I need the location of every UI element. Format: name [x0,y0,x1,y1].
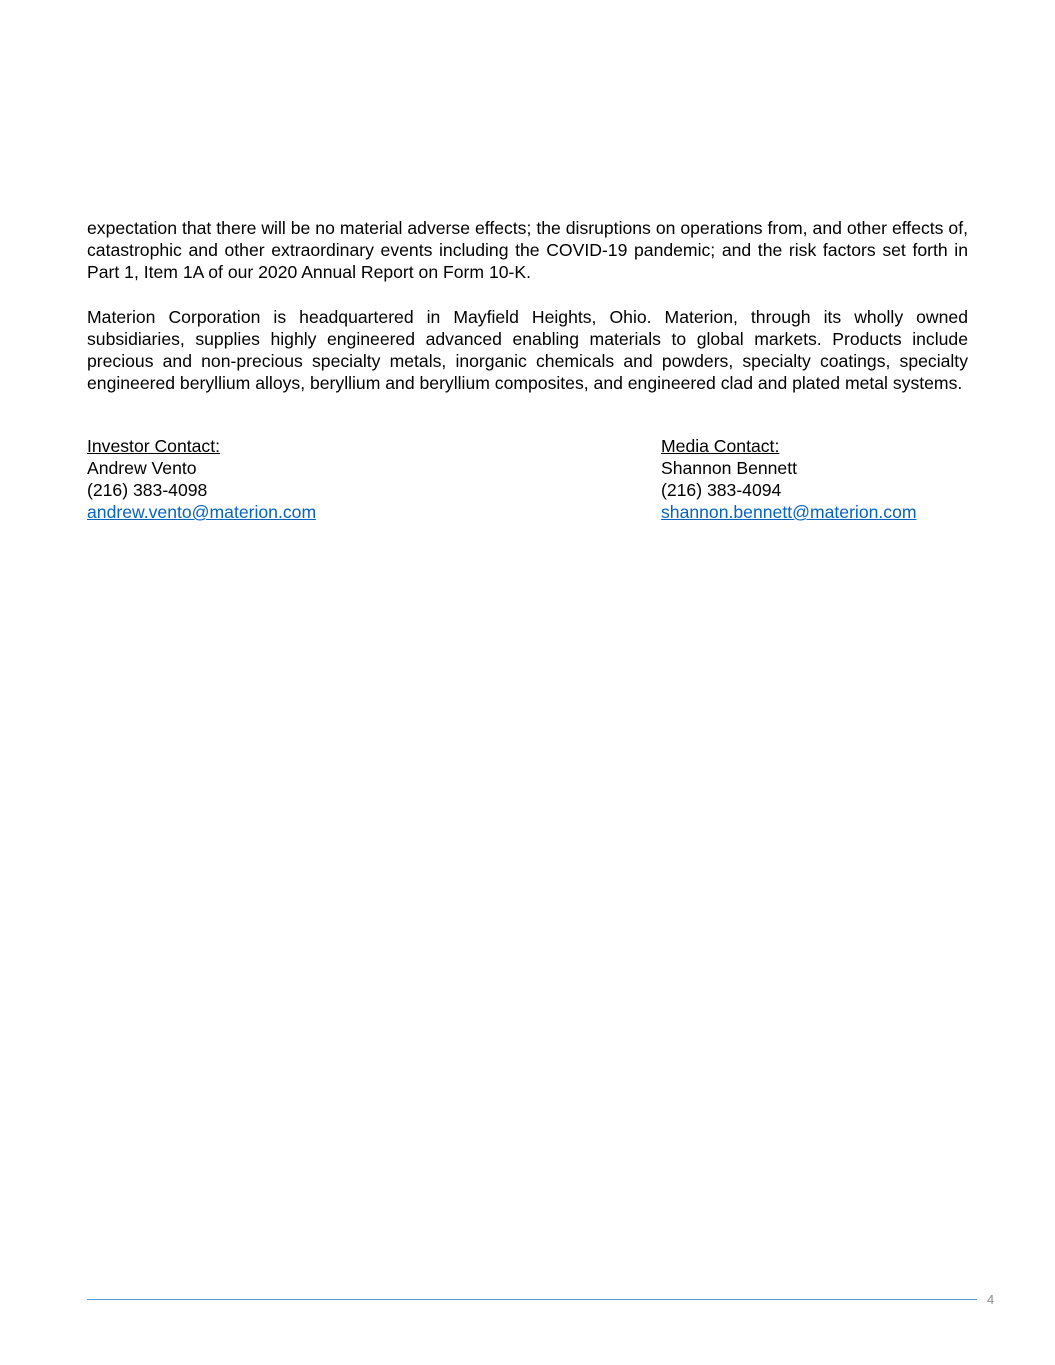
investor-contact-block [87,435,316,523]
media-contact-block [661,435,917,523]
investor-contact-heading: Investor Contact: [87,436,220,456]
media-contact-name: Shannon Bennett [661,458,797,478]
investor-contact-phone: (216) 383-4098 [87,480,208,500]
forward-looking-statement-paragraph: expectation that there will be no material adverse effects; the disruptions on operations from, and other effects of, catastrophic and other extraordinary events including the COVID-19 pandemic; and the risk factors set forth in Part 1, Item 1A of our 2020 Annual Report on Form 10-K. [87,218,968,282]
page-number: 4 [987,1292,995,1307]
investor-contact-name: Andrew Vento [87,458,197,478]
media-contact-heading: Media Contact: [661,436,780,456]
media-contact-phone: (216) 383-4094 [661,480,782,500]
investor-contact-email-link[interactable]: andrew.vento@materion.com [87,502,317,522]
footer-divider [87,1299,977,1300]
company-description-paragraph: Materion Corporation is headquartered in Mayfield Heights, Ohio. Materion, through its wholly owned subsidiaries, supplies highly engineered advanced enabling materials to global markets. Products include precious and non-precious specialty metals, inorganic chemicals and powders, specialty coatings, specialty engineered beryllium alloys, beryllium and beryllium composites, and engineered clad and plated metal systems. [87,307,968,393]
media-contact-email-link[interactable]: shannon.bennett@materion.com [661,502,917,522]
